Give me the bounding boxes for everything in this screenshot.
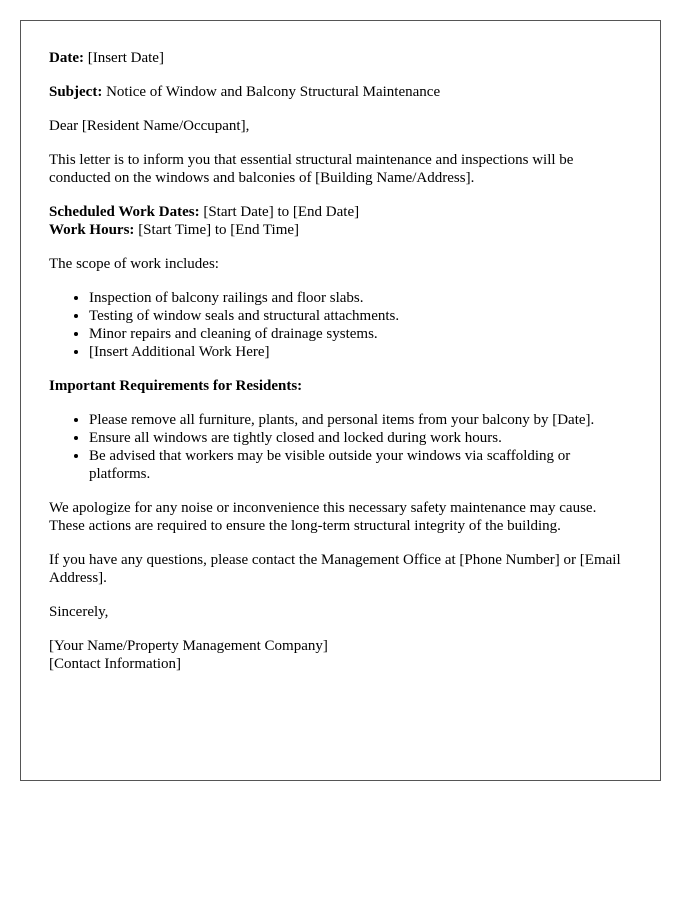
signature-name: [Your Name/Property Management Company]: [49, 638, 328, 654]
requirement-item: • Ensure all windows are tightly closed and locked during work hours.: [89, 429, 632, 447]
work-dates-line: [49, 203, 632, 221]
scope-item: • Testing of window seals and structural attachments.: [89, 307, 632, 325]
intro-paragraph: This letter is to inform you that essential structural maintenance and inspections will be conducted on the windows and balconies of [Building Name/Address].: [49, 152, 574, 186]
work-hours-label: Work Hours:: [49, 222, 135, 238]
salutation: Dear [Resident Name/Occupant],: [49, 118, 250, 134]
work-hours-value: [Start Time] to [End Time]: [134, 222, 300, 238]
closing: Sincerely,: [49, 604, 109, 620]
apology-paragraph: We apologize for any noise or inconvenience this necessary safety maintenance may cause. These actions are required to ensure the long-term structural integrity of the building.: [49, 500, 597, 534]
letter-page: [20, 20, 661, 781]
scope-item: • Inspection of balcony railings and floor slabs.: [89, 289, 632, 307]
work-dates-value: [Start Date] to [End Date]: [199, 204, 360, 220]
subject-label: Subject:: [49, 84, 103, 100]
subject-line: [49, 83, 632, 101]
signature-contact: [Contact Information]: [49, 656, 182, 672]
date-line: [49, 49, 632, 67]
requirements-heading: Important Requirements for Residents:: [49, 378, 303, 394]
scope-list: [49, 289, 632, 361]
work-hours-line: [49, 221, 632, 239]
scope-item: • [Insert Additional Work Here]: [89, 343, 632, 361]
date-value: [Insert Date]: [83, 50, 164, 66]
requirement-item: • Be advised that workers may be visible outside your windows via scaffolding or platforms.: [89, 447, 632, 483]
contact-paragraph: If you have any questions, please contact the Management Office at [Phone Number] or [Email Address].: [49, 552, 621, 586]
subject-value: Notice of Window and Balcony Structural Maintenance: [102, 84, 441, 100]
date-label: Date:: [49, 50, 84, 66]
requirement-item: • Please remove all furniture, plants, and personal items from your balcony by [Date].: [89, 411, 632, 429]
work-dates-label: Scheduled Work Dates:: [49, 204, 200, 220]
scope-intro: The scope of work includes:: [49, 256, 219, 272]
requirements-list: [49, 411, 632, 483]
scope-item: • Minor repairs and cleaning of drainage systems.: [89, 325, 632, 343]
